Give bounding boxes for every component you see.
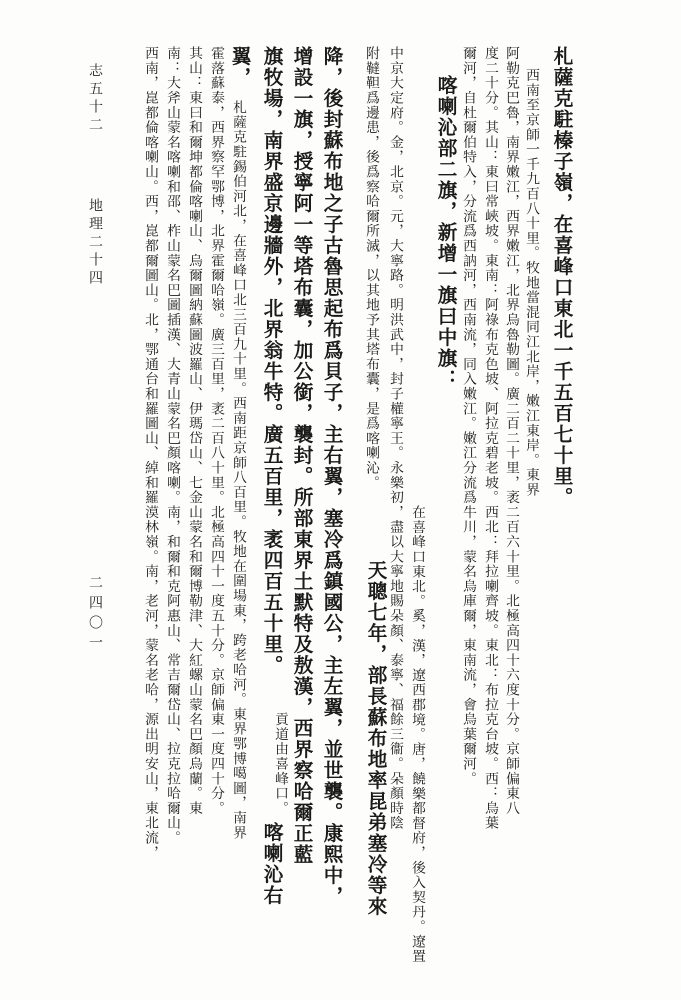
section-heading-right-wing: 喀喇沁右 bbox=[260, 822, 283, 906]
section-heading-kharachin: 喀喇沁部二旗，新增一旗曰中旗： bbox=[434, 75, 457, 390]
text-column: 旗牧場，南界盛京邊牆外，北界翁牛特。廣五百里，袤四百五十里。 bbox=[260, 46, 283, 676]
page-number: 二四〇一 bbox=[87, 575, 103, 655]
section-heading-right-wing-cont: 翼， bbox=[228, 46, 251, 88]
text-column: 附韃靼爲邊患，後爲察哈爾所滅，以其地予其塔布囊，是爲喀喇沁。 bbox=[363, 46, 379, 490]
text-column: 阿勒克巴魯，南界嫩江，西界嫩江，北界烏魯勒圖。廣二百二十里，袤二百六十里。北極高四十六度十分。京師偏東八 bbox=[503, 46, 519, 816]
text-column: 度二十分。其山：東曰常峽坡。東南：阿祿布克色坡、阿拉克碧老坡。西北：拜拉喇齊坡。東北：布拉克台坡。西：烏葉 bbox=[482, 46, 498, 831]
chapter-label: 志五十二 bbox=[87, 63, 103, 135]
text-column: 天聰七年，部長蘇布地率昆弟塞冷等來 bbox=[364, 560, 387, 917]
text-column: 中京大定府。金，北京。元，大寧路。明洪武中，封子權寧王。永樂初，盡以大寧地賜朵顏、泰寧、福餘三衞。朵顏時陰 bbox=[387, 46, 403, 831]
text-column: 霍落蘇泰，西界察罕鄂博，北界霍爾哈嶺。廣三百里，袤二百八十里。北極高四十一度五十分。京師偏東一度四十分。 bbox=[208, 46, 224, 816]
text-column: 西南，崑都倫喀喇山。西，崑都爾圖山。北，鄂通台和羅圖山、綽和羅漠林嶺。南，老河，蒙名老哈，源出明安山，東北流， bbox=[142, 46, 158, 860]
text-column: 其山：東曰和爾坤都倫喀喇山、烏爾圖納蘇圖波羅山、伊瑪岱山、七金山蒙名和爾博勒津、大紅螺山蒙名巴顏烏蘭。東 bbox=[186, 46, 202, 816]
section-label: 地理二十四 bbox=[87, 198, 103, 288]
text-column: 降，後封蘇布地之子古魯思起布爲貝子，主右翼，塞冷爲鎮國公，主左翼，並世襲。康熙中， bbox=[320, 46, 343, 907]
text-column: 增設一旗，授寧阿一等塔布囊，加公銜，襲封。所部東界土默特及敖漢，西界察哈爾正藍 bbox=[290, 46, 313, 865]
text-column: 南：大斧山蒙名喀喇和邵、柞山蒙名巴圖插漢、大青山蒙名巴顏喀喇。南，和爾和克阿惠山、常吉爾岱山、拉克拉哈爾山。 bbox=[164, 46, 180, 846]
text-column: 西南至京師一千九百八十里。牧地當混同江北岸，嫩江東岸。東界 bbox=[523, 68, 539, 498]
text-column: 札薩克駐錫伯河北，在喜峰口北三百九十里。西南距京師八百里。牧地在圍場東，跨老哈河。東界鄂博噶圖，南界 bbox=[230, 100, 246, 840]
text-column: 爾河，自杜爾伯特入，分流爲西訥河，西南流，同入嫩江。嫩江分流爲牛川，蒙名烏庫爾，東南流，會烏葉爾河。 bbox=[460, 46, 476, 786]
text-column: 札薩克駐榛子嶺，在喜峰口東北一千五百七十里。 bbox=[550, 46, 573, 508]
annotation-tribute-route: 貢道由喜峰口。 bbox=[272, 712, 288, 816]
text-column: 在喜峰口東北。奚，漢，遼西郡境。唐，饒樂都督府，後入契丹。遼置 bbox=[409, 505, 425, 964]
